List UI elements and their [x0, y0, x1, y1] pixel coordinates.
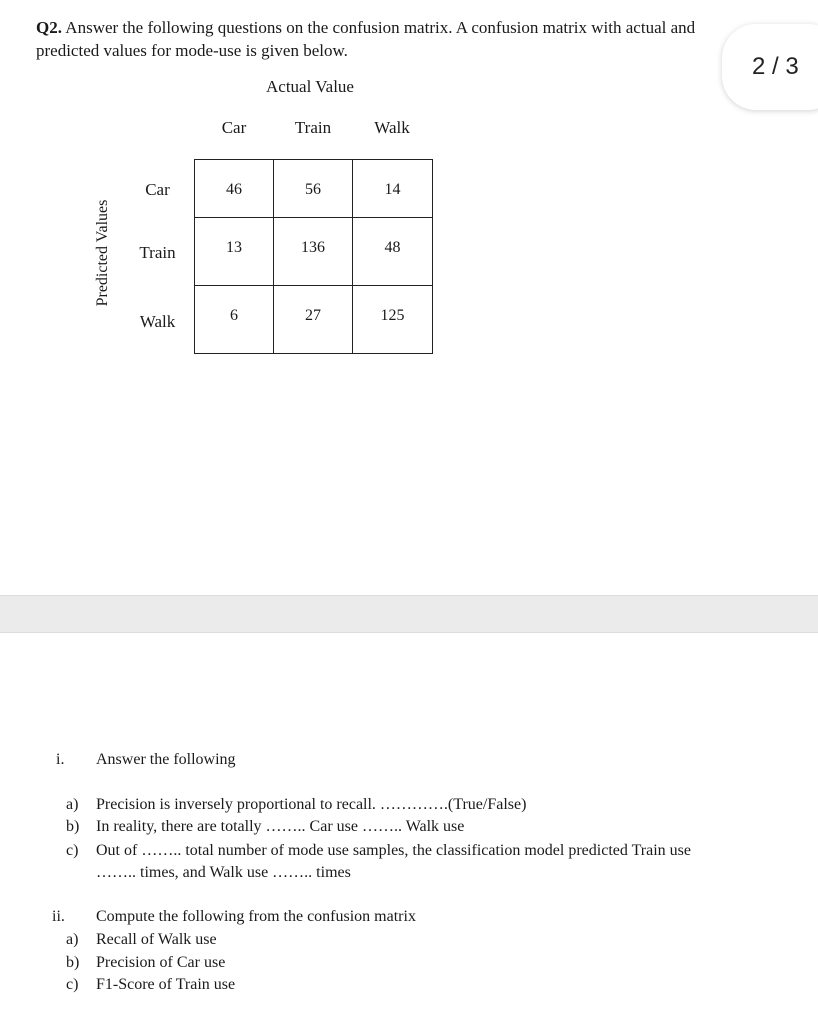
matrix-row-walk	[195, 286, 433, 354]
section-ii-heading: Compute the following from the confusion matrix	[96, 908, 416, 925]
confusion-matrix-table	[194, 159, 433, 354]
item-text-continuation: …….. times, and Walk use …….. times	[96, 864, 351, 881]
matrix-cell: 27	[274, 286, 353, 354]
actual-value-label: Actual Value	[266, 77, 354, 96]
matrix-cell: 136	[274, 218, 353, 286]
page-indicator: 2 / 3	[752, 53, 799, 80]
matrix-row-car	[195, 160, 433, 218]
item-letter: c)	[66, 976, 79, 993]
column-header-train: Train	[294, 118, 332, 137]
question-heading	[36, 16, 756, 62]
matrix-cell: 56	[274, 160, 353, 218]
question-number: Q2.	[36, 18, 62, 37]
item-letter: a)	[66, 796, 79, 813]
matrix-cell: 46	[195, 160, 274, 218]
row-header-car: Car	[145, 180, 170, 199]
item-text: In reality, there are totally …….. Car use …….. Walk use	[96, 818, 465, 835]
matrix-cell: 48	[353, 218, 433, 286]
matrix-cell: 14	[353, 160, 433, 218]
page-counter-badge	[722, 24, 818, 110]
matrix-cell: 13	[195, 218, 274, 286]
section-ii-marker: ii.	[52, 908, 65, 925]
column-header-walk: Walk	[374, 118, 410, 137]
column-header-car: Car	[221, 118, 247, 137]
item-text: F1-Score of Train use	[96, 976, 236, 993]
page-separator	[0, 595, 818, 633]
item-text: Out of …….. total number of mode use samples, the classification model predicted Train use	[96, 842, 691, 859]
section-i-marker: i.	[56, 751, 65, 768]
item-letter: b)	[66, 954, 80, 971]
item-letter: b)	[66, 818, 80, 835]
section-i-heading: Answer the following	[96, 751, 236, 768]
row-header-train: Train	[139, 243, 176, 262]
row-header-walk: Walk	[139, 312, 176, 331]
item-text: Precision is inversely proportional to recall. ………….(True/False)	[96, 796, 527, 813]
matrix-cell: 6	[195, 286, 274, 354]
question-text: Answer the following questions on the confusion matrix. A confusion matrix with actual and predicted values for mode-use is given below.	[36, 18, 696, 60]
item-letter: a)	[66, 931, 79, 948]
matrix-row-train	[195, 218, 433, 286]
predicted-values-label: Predicted Values	[94, 199, 111, 307]
item-letter: c)	[66, 842, 79, 859]
item-text: Recall of Walk use	[96, 931, 217, 948]
item-text: Precision of Car use	[96, 954, 226, 971]
matrix-cell: 125	[353, 286, 433, 354]
